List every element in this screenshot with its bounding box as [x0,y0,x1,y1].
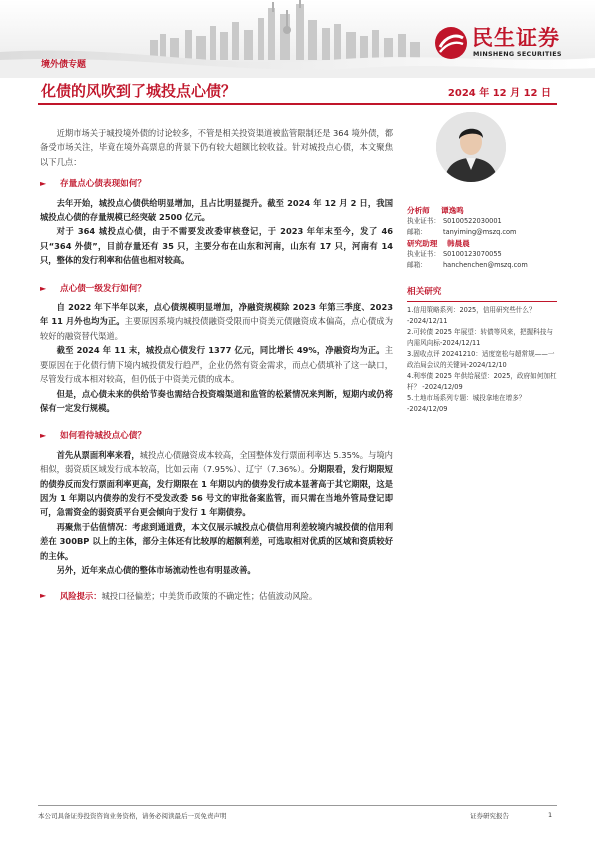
body-paragraph [40,563,393,577]
body-paragraph [40,300,393,343]
normal-text: 城投点心债融资成本较高，全国整体发行票面利率达 5.35%。与境内相似，弱资质区域发行成本较高，比如云南（7.95%）、辽宁（7.36%）。 [40,449,393,475]
related-research-item[interactable]: 2.可转债 2025 年展望：转债等风来，把握科技与内需风向标-2024/12/11 [407,328,553,347]
cert-number: S0100123070055 [443,250,502,258]
logo-english-name: MINSHENG SECURITIES [473,50,562,58]
section-title: 存量点心债表现如何？ [60,179,146,190]
cert-number: S0100522030001 [443,217,502,225]
main-content [40,126,393,604]
triangle-bullet-icon: ► [40,179,47,189]
body-paragraph [40,448,393,520]
cert-label: 执业证书： [407,250,440,258]
company-logo [434,22,584,62]
section-heading [40,429,393,443]
section-heading [40,177,393,191]
analyst-cert-row [407,216,557,227]
page-number: 1 [548,811,553,819]
normal-text: 主要原因系境内城投债融资受限而中资美元债融资成本偏高，点心债成为较好的融资替代渠道。 [40,316,393,341]
triangle-bullet-icon: ► [40,283,47,293]
email-label: 邮箱： [407,261,427,269]
section-heading [40,282,393,296]
related-research-item[interactable]: 5.土地市场系列专题：城投拿地在增多？ -2024/12/09 [407,394,526,413]
normal-text: 主要原因在于化债行情下境内城投债发行趋严，企业仍然有资金需求，而点心债填补了这一缺口，尽管发行成本相对较高，但仍低于中资美元债的成本。 [40,345,393,385]
triangle-bullet-icon: ► [40,431,47,441]
analyst-role: 研究助理 [407,239,438,248]
triangle-bullet-icon: ► [40,591,47,601]
report-title: 化债的风吹到了城投点心债？ [41,82,237,100]
analyst-row [407,205,557,216]
bold-text: 另外，近年来点心债的整体市场流动性也有明显改善。 [56,564,256,575]
risk-warning [40,589,393,603]
analyst-info [407,205,557,415]
analyst-cert-row [407,249,557,260]
bold-text: 截至 2024 年 11 末，城投点心债发行 1377 亿元，同比增长 49%，净融资均为正。 [56,345,385,356]
report-date: 2024 年 12 月 12 日 [447,88,551,99]
analyst-role: 分析师 [407,206,430,215]
body-paragraph [40,224,393,267]
bold-text: 首先从票面利率来看， [56,449,140,460]
related-research-item[interactable]: 1.信用策略系列：2025，信用研究些什么？ -2024/12/11 [407,306,536,325]
analyst-email-row [407,260,557,271]
analyst-photo [436,112,506,182]
report-series: 境外债专题 [41,60,87,70]
analyst-name: 韩晨晨 [447,239,470,248]
related-research-item[interactable]: 4.利率债 2025 年供给展望：2025，政府如何加杠杆？ -2024/12/09 [407,372,557,391]
header-divider [38,103,557,105]
footer-report-type: 证券研究报告 [470,812,509,820]
analyst-email-row [407,227,557,238]
person-portrait-icon [436,112,506,182]
related-research-item[interactable]: 3.固收点评 20241210：适度宽松与超常规——一政治局会议的关键词-2024/12/10 [407,350,555,369]
email-link[interactable]: tanyiming@mszq.com [443,228,517,236]
footer-disclaimer: 本公司具备证券投资咨询业务资格，请务必阅读最后一页免责声明 [38,812,227,820]
cert-label: 执业证书： [407,217,440,225]
related-research-heading: 相关研究 [407,287,557,302]
email-link[interactable]: hanchenchen@mszq.com [443,261,528,269]
footer-divider [38,805,557,806]
body-paragraph [40,520,393,563]
bold-text: 但是，点心债未来的供给节奏也需结合投资端渠道和监管的松紧情况来判断，短期内或仍将保有一定发行规模。 [40,388,393,413]
logo-chinese-name: 民生证券 [472,26,560,50]
bold-text: 再聚焦于估值情况：考虑到通道费，本文仅展示城投点心债信用利差较境内城投债的信用利差在 300BP 以上的主体，部分主体还有比较厚的超额利差，可选取相对优质的区域和资质较好的主体。 [40,521,393,561]
section-title: 如何看待城投点心债？ [60,431,146,442]
bold-text: 自 2022 年下半年以来，点心债规模明显增加，净融资规模除 2023 年第三季度、2023 年 11 月外也均为正。 [40,302,393,327]
bold-text: 去年开始，城投点心债供给明显增加，且占比明显提升。截至 2024 年 12 月 2 日，我国城投点心债的存量规模已经突破 2500 亿元。 [40,197,393,223]
analyst-row [407,238,557,249]
bold-text: 对于 364 城投点心债，由于不需要发改委审核登记，于 2023 年年末至今，发了 46 只“364 外债”，目前存量还有 35 只，主要分布在山东和河南，山东有 17 只，河南有 14 只，整体的发行利率和估值也相对较高。 [40,226,393,266]
body-paragraph [40,343,393,386]
risk-text: 城投口径偏差；中美货币政策的不确定性；估值波动风险。 [101,591,318,602]
bold-text: 分期限看，发行期限短的债券反而发行票面利率更高，发行期限在 1 年期以内的债券发行成本显著高于其它期限，这是因为 1 年期以内债券的发行不受发改委 56 号文的审批备案监管，而只需在当地外管局登记即可，急需资金的弱资质平台更会倾向于发行 1 年期债券。 [40,464,393,518]
minsheng-logo-icon [434,26,468,60]
section-title: 点心债一级发行如何？ [60,283,146,294]
body-paragraph [40,387,393,416]
risk-label: 风险提示： [60,591,102,602]
body-paragraph [40,196,393,225]
email-label: 邮箱： [407,228,427,236]
intro-paragraph: 近期市场关于城投境外债的讨论较多，不管是相关投资渠道被监管限制还是 364 境外债，都备受市场关注，毕竟在境外高票息的背景下仍有较大超额比较收益。针对城投点心债，本文聚焦以下几点： [40,128,393,167]
analyst-name: 谭逸鸣 [441,206,464,215]
related-research-list [407,305,557,415]
